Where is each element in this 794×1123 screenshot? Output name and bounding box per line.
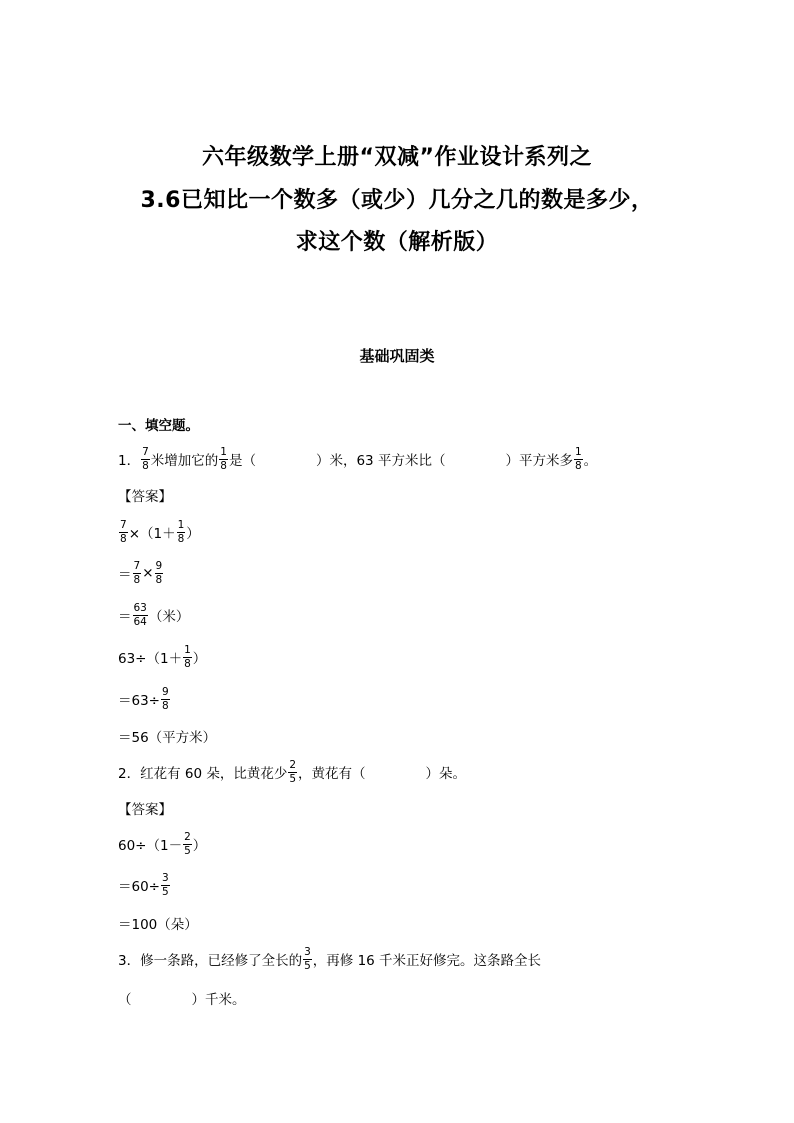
fraction: $\frac{1}{8}$ (184, 644, 191, 670)
solution-text: 60÷（1－ (118, 838, 183, 854)
fraction: $\frac{7}{8}$ (120, 519, 127, 545)
solution-line (118, 867, 171, 903)
solution-text: ＝ (118, 567, 132, 583)
solution-line (118, 639, 206, 675)
fraction: $\frac{63}{64}$ (133, 602, 147, 628)
fraction: $\frac{2}{5}$ (184, 831, 191, 857)
question-text: ）平方米多 (505, 453, 573, 469)
answer-label: 【答案】 (118, 489, 172, 505)
doc-title-line-3: 求这个数（解析版） (295, 230, 499, 255)
fraction: $\frac{1}{8}$ (177, 519, 185, 545)
solution-line (118, 555, 164, 591)
solution-line: ＝100（朵） (118, 917, 198, 933)
fraction: $\frac{1}{8}$ (574, 446, 582, 472)
question-text: 。 (583, 453, 598, 469)
solution-text: 63÷（1＋ (118, 651, 183, 667)
question-text: 修一条路，已经修了全长的 (140, 953, 303, 969)
solution-text: （米） (148, 609, 190, 625)
solution-text: ＝60÷ (118, 879, 160, 895)
solution-text: ） (192, 838, 207, 854)
fraction: $\frac{1}{8}$ (220, 446, 227, 472)
doc-title-line-1: 六年级数学上册“双减”作业设计系列之 (202, 145, 592, 170)
solution-line (118, 514, 200, 550)
doc-title-line-2: 3.6已知比一个数多（或少）几分之几的数是多少， (140, 188, 654, 213)
solution-text: ×（1＋ (128, 526, 176, 542)
fraction: $\frac{7}{8}$ (133, 560, 141, 586)
section-heading: 基础巩固类 (359, 347, 435, 365)
question-text: ，黄花有（ (298, 766, 366, 782)
solution-line (118, 826, 206, 862)
solution-text: ） (186, 526, 200, 542)
question-text: 是（ (228, 453, 256, 469)
fraction: $\frac{9}{8}$ (155, 560, 163, 586)
question-text: ）米，63 平方米比（ (315, 453, 446, 469)
solution-text: ＝63÷ (118, 693, 160, 709)
solution-line (118, 597, 189, 633)
question-text: 米增加它的 (150, 453, 219, 469)
solution-line (118, 681, 171, 717)
question-3 (118, 941, 541, 977)
fraction: $\frac{2}{5}$ (289, 759, 297, 785)
question-number: 1． (118, 453, 141, 469)
fraction: $\frac{9}{8}$ (162, 686, 169, 712)
fraction: $\frac{3}{5}$ (304, 946, 311, 972)
question-text: （ (118, 992, 132, 1008)
solution-line: ＝56（平方米） (118, 730, 217, 746)
fraction: $\frac{3}{5}$ (162, 872, 169, 898)
solution-text: ＝ (118, 609, 132, 625)
question-number: 3． (118, 953, 141, 969)
question-text: ）千米。 (191, 992, 246, 1008)
solution-text: × (142, 565, 154, 581)
question-text: 红花有 60 朵，比黄花少 (140, 766, 288, 782)
question-1 (118, 441, 597, 477)
fraction: $\frac{7}{8}$ (142, 446, 149, 472)
question-2 (118, 754, 466, 790)
part-heading: 一、填空题。 (118, 418, 199, 434)
answer-label: 【答案】 (118, 802, 172, 818)
question-3-continued (118, 980, 246, 1016)
question-number: 2． (118, 766, 141, 782)
question-text: ）朵。 (425, 766, 467, 782)
question-text: ，再修 16 千米正好修完。这条路全长 (312, 953, 542, 969)
solution-text: ） (192, 651, 207, 667)
